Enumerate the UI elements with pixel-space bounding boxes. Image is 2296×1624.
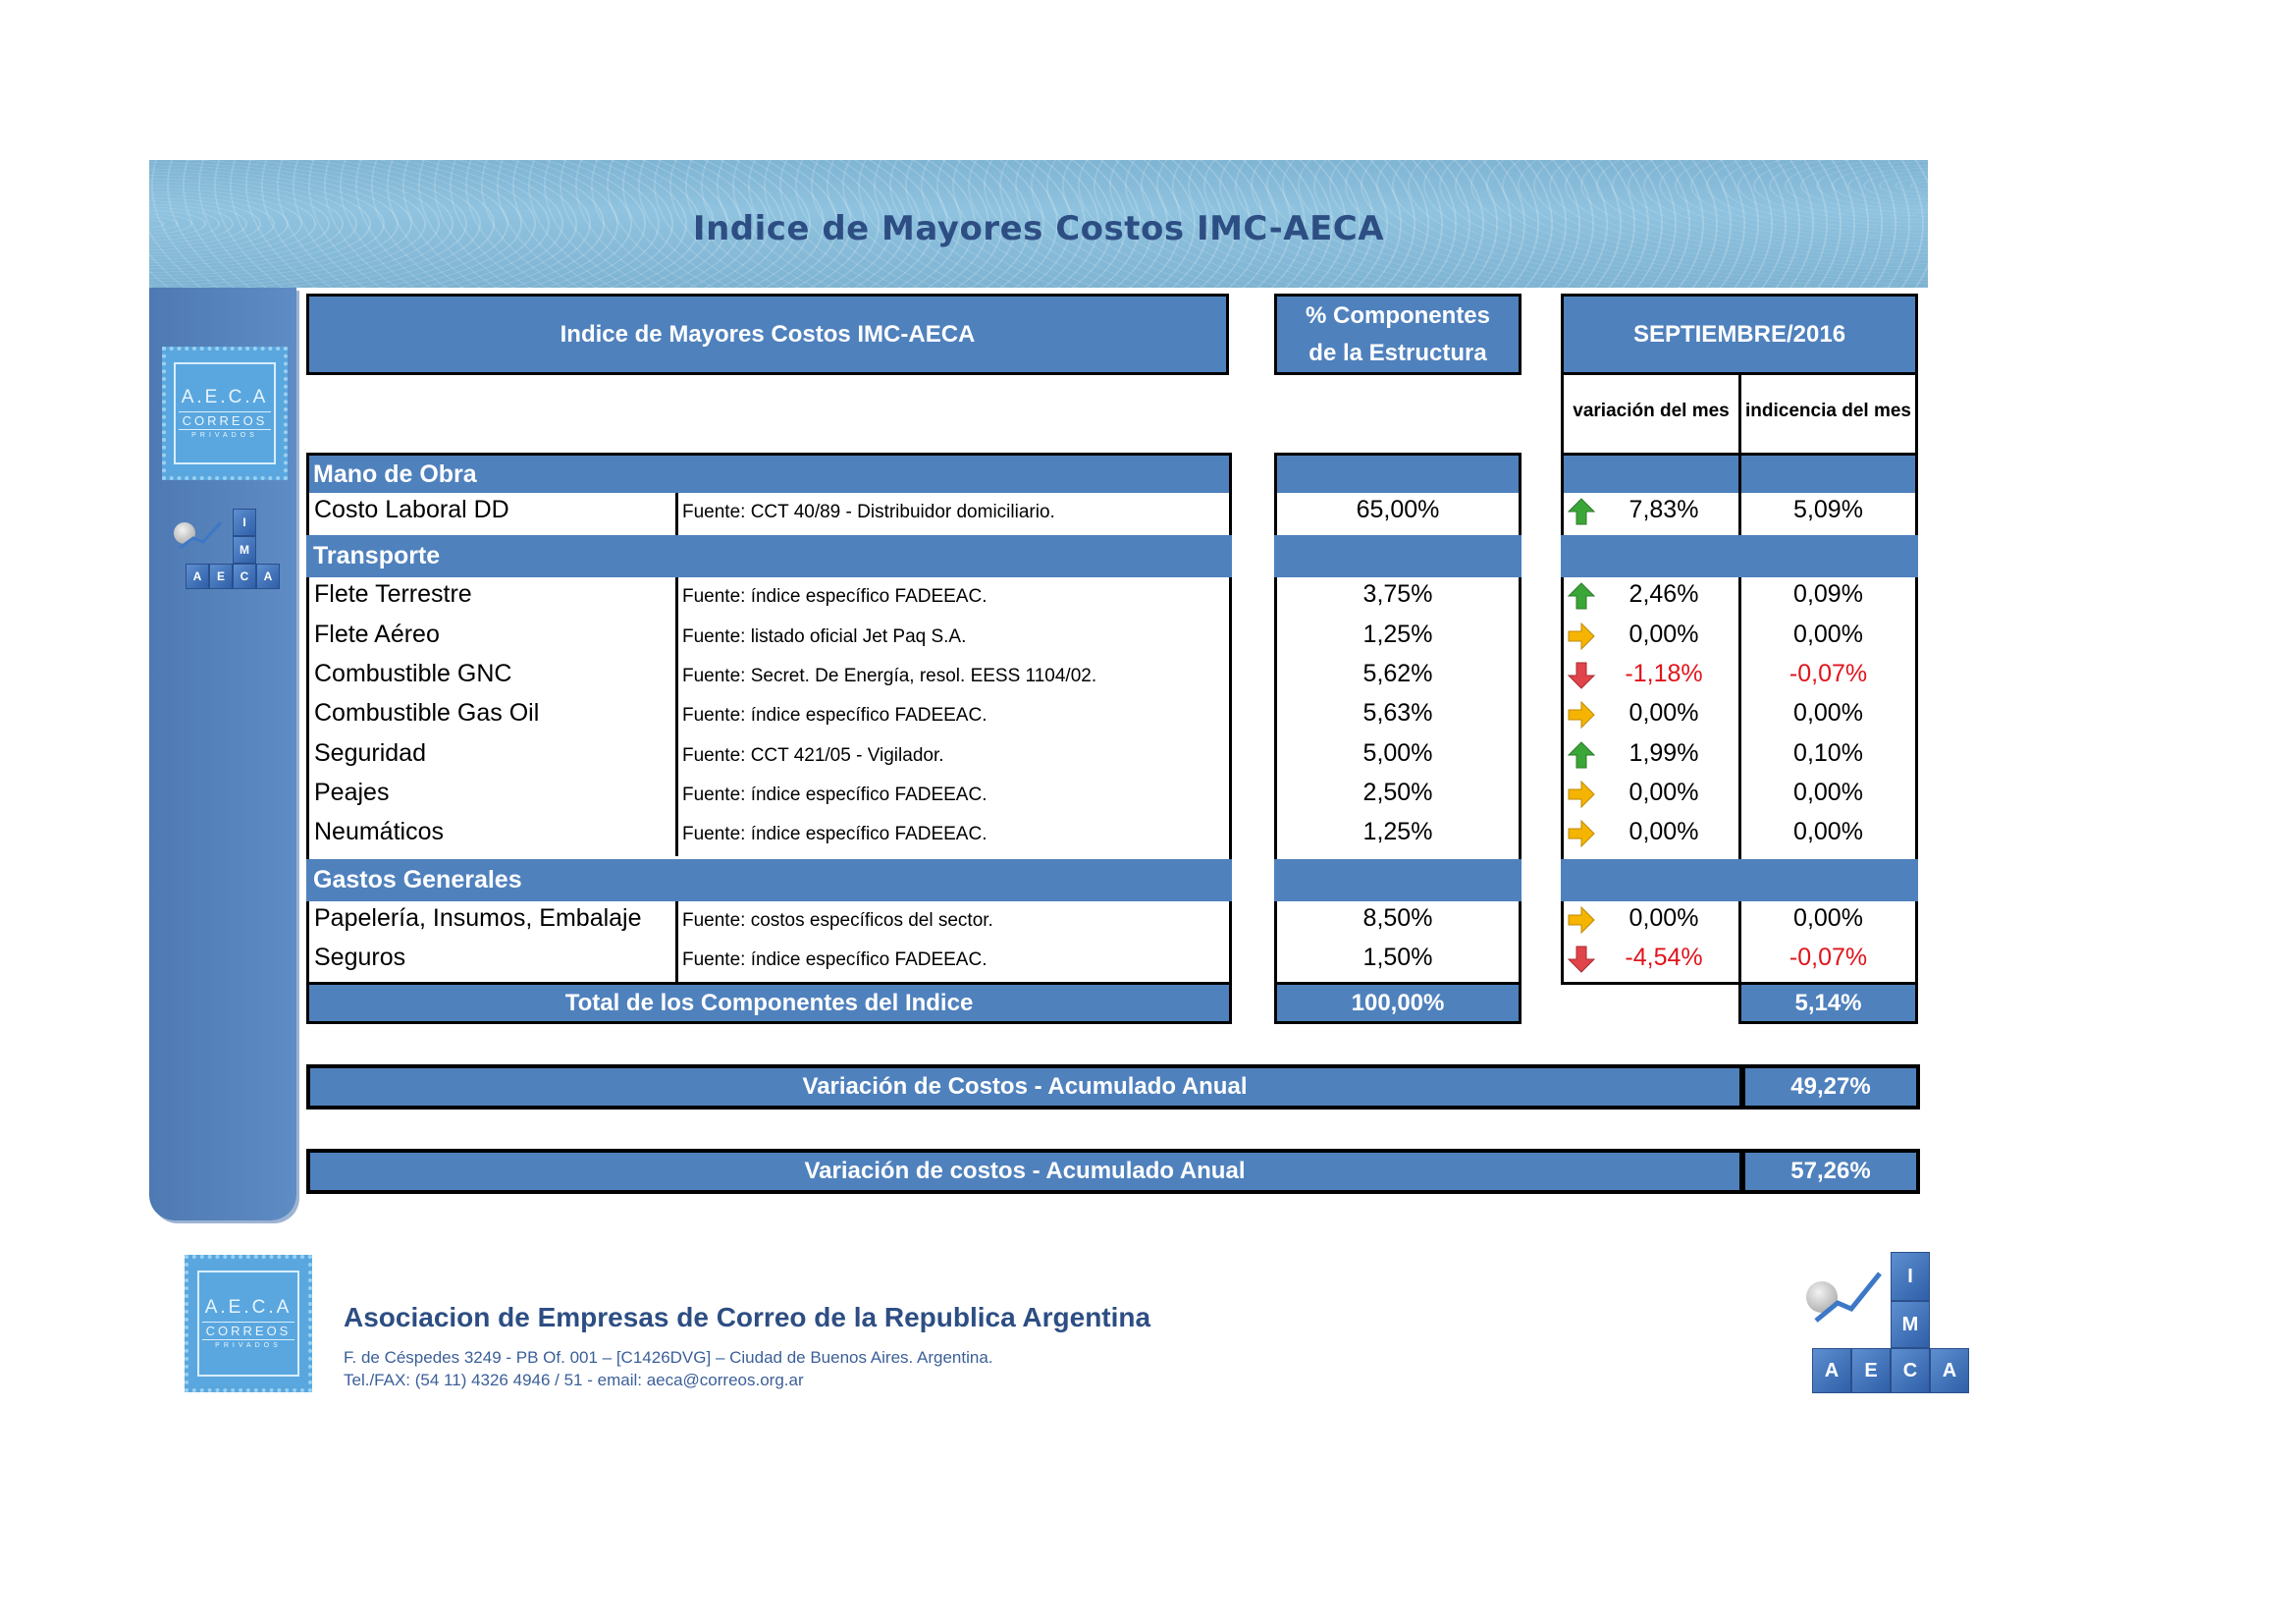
row-incidence: -0,07%	[1789, 660, 1868, 687]
logo-text: CORREOS	[179, 411, 272, 430]
divider	[1915, 375, 1918, 454]
arrow-up-icon	[1567, 581, 1596, 611]
row-source: Fuente: índice específico FADEEAC.	[682, 949, 988, 970]
cube-letter: A	[186, 564, 209, 589]
imc-cubes-logo	[162, 509, 290, 592]
row-label: Combustible Gas Oil	[314, 699, 540, 727]
row-label: Neumáticos	[314, 818, 444, 845]
cube-letter: E	[1851, 1348, 1891, 1393]
section-title: Mano de Obra	[313, 460, 477, 488]
row-incidence: 0,09%	[1793, 580, 1863, 608]
cube-letter: E	[209, 564, 233, 589]
section-title: Gastos Generales	[313, 866, 522, 893]
header-percent-line1: % Componentes	[1305, 301, 1490, 329]
section-band	[306, 535, 1232, 577]
divider	[675, 493, 678, 535]
arrow-up-icon	[1567, 740, 1596, 770]
row-incidence: 0,00%	[1793, 779, 1863, 806]
arrow-up-icon	[1567, 497, 1596, 526]
row-source: Fuente: Secret. De Energía, resol. EESS 1104/02.	[682, 666, 1097, 686]
row-variation: 7,83%	[1629, 496, 1699, 523]
section-band	[1277, 456, 1519, 493]
summary-value: 49,27%	[1745, 1068, 1916, 1106]
row-percent: 1,25%	[1362, 621, 1433, 648]
cube-letter: M	[1891, 1301, 1930, 1348]
section-band	[1741, 456, 1915, 493]
row-variation: -4,54%	[1625, 944, 1703, 971]
total-percent: 100,00%	[1274, 982, 1522, 1024]
logo-text: PRIVADOS	[191, 432, 258, 440]
row-incidence: 0,00%	[1793, 621, 1863, 648]
arrow-down-icon	[1567, 945, 1596, 974]
summary-value: 57,26%	[1745, 1153, 1916, 1190]
row-label: Flete Aéreo	[314, 621, 440, 648]
summary-row	[306, 1149, 1920, 1194]
section-band	[1561, 859, 1918, 901]
total-label: Total de los Componentes del Indice	[306, 982, 1232, 1024]
divider	[1561, 982, 1741, 985]
row-incidence: 0,00%	[1793, 904, 1863, 932]
section-band	[1564, 456, 1738, 493]
row-percent: 2,50%	[1362, 779, 1433, 806]
row-label: Combustible GNC	[314, 660, 512, 687]
growth-chart-icon	[162, 509, 231, 558]
row-variation: -1,18%	[1625, 660, 1703, 687]
row-label: Flete Terrestre	[314, 580, 472, 608]
arrow-right-icon	[1567, 905, 1596, 935]
arrow-right-icon	[1567, 700, 1596, 730]
summary-row	[306, 1064, 1920, 1110]
row-percent: 65,00%	[1356, 496, 1440, 523]
row-percent: 1,50%	[1362, 944, 1433, 971]
aeca-logo-stamp	[162, 347, 288, 480]
row-variation: 0,00%	[1629, 904, 1699, 932]
row-source: Fuente: CCT 40/89 - Distribuidor domiciliario.	[682, 502, 1055, 522]
row-label: Seguridad	[314, 739, 426, 767]
footer-org-name: Asociacion de Empresas de Correo de la Republica Argentina	[344, 1302, 1151, 1332]
row-variation: 0,00%	[1629, 699, 1699, 727]
row-source: Fuente: CCT 421/05 - Vigilador.	[682, 745, 944, 766]
cube-letter: A	[1812, 1348, 1851, 1393]
table-header-period: SEPTIEMBRE/2016	[1561, 294, 1918, 375]
row-source: Fuente: listado oficial Jet Paq S.A.	[682, 626, 967, 647]
table-header-main: Indice de Mayores Costos IMC-AECA	[306, 294, 1229, 375]
row-incidence: 5,09%	[1793, 496, 1863, 523]
row-variation: 0,00%	[1629, 779, 1699, 806]
arrow-right-icon	[1567, 622, 1596, 651]
arrow-down-icon	[1567, 661, 1596, 690]
row-percent: 1,25%	[1362, 818, 1433, 845]
row-source: Fuente: índice específico FADEEAC.	[682, 785, 988, 805]
section-band	[1274, 535, 1522, 577]
footer-address: F. de Céspedes 3249 - PB Of. 001 – [C1426DVG] – Ciudad de Buenos Aires. Argentina.	[344, 1348, 993, 1367]
growth-chart-icon	[1787, 1252, 1904, 1350]
imc-footer-logo	[1787, 1252, 1983, 1399]
row-label: Peajes	[314, 779, 390, 806]
cube-letter: I	[1891, 1252, 1930, 1301]
cube-letter: I	[233, 509, 256, 536]
cube-letter: M	[233, 536, 256, 564]
row-percent: 5,63%	[1362, 699, 1433, 727]
logo-text: CORREOS	[202, 1322, 295, 1340]
aeca-footer-stamp	[185, 1255, 312, 1392]
page-banner	[149, 160, 1928, 288]
row-variation: 0,00%	[1629, 818, 1699, 845]
section-band	[306, 859, 1232, 901]
banner-title: Indice de Mayores Costos IMC-AECA	[692, 209, 1385, 248]
row-label: Papelería, Insumos, Embalaje	[314, 904, 642, 932]
logo-text: A.E.C.A	[181, 387, 269, 408]
total-incidence: 5,14%	[1738, 982, 1918, 1024]
row-incidence: 0,10%	[1793, 739, 1863, 767]
subheader-incidence: indicencia del mes	[1745, 401, 1911, 421]
summary-label: Variación de Costos - Acumulado Anual	[310, 1068, 1739, 1106]
cube-letter: A	[1930, 1348, 1969, 1393]
cube-letter: A	[256, 564, 280, 589]
row-variation: 1,99%	[1629, 739, 1699, 767]
arrow-right-icon	[1567, 780, 1596, 809]
cube-letter: C	[1891, 1348, 1930, 1393]
section-title: Transporte	[313, 542, 441, 569]
logo-text: PRIVADOS	[215, 1342, 282, 1350]
divider	[675, 577, 678, 856]
logo-text: A.E.C.A	[204, 1297, 293, 1319]
row-variation: 2,46%	[1629, 580, 1699, 608]
row-label: Costo Laboral DD	[314, 496, 509, 523]
row-variation: 0,00%	[1629, 621, 1699, 648]
row-source: Fuente: índice específico FADEEAC.	[682, 824, 988, 844]
row-incidence: 0,00%	[1793, 699, 1863, 727]
row-source: Fuente: índice específico FADEEAC.	[682, 586, 988, 607]
section-band	[1561, 535, 1918, 577]
row-source: Fuente: costos específicos del sector.	[682, 910, 993, 931]
arrow-right-icon	[1567, 819, 1596, 848]
subheader-variation: variación del mes	[1573, 401, 1730, 421]
section-band	[1274, 859, 1522, 901]
row-percent: 5,62%	[1362, 660, 1433, 687]
table-header-percent	[1274, 294, 1522, 375]
divider	[675, 901, 678, 985]
row-label: Seguros	[314, 944, 406, 971]
row-percent: 3,75%	[1362, 580, 1433, 608]
cube-letter: C	[233, 564, 256, 589]
row-percent: 8,50%	[1362, 904, 1433, 932]
footer-contact: Tel./FAX: (54 11) 4326 4946 / 51 - email: aeca@correos.org.ar	[344, 1371, 804, 1389]
summary-label: Variación de costos - Acumulado Anual	[310, 1153, 1739, 1190]
row-source: Fuente: índice específico FADEEAC.	[682, 705, 988, 726]
row-incidence: -0,07%	[1789, 944, 1868, 971]
section-band	[309, 456, 1229, 493]
row-incidence: 0,00%	[1793, 818, 1863, 845]
row-percent: 5,00%	[1362, 739, 1433, 767]
header-percent-line2: de la Estructura	[1308, 339, 1487, 366]
